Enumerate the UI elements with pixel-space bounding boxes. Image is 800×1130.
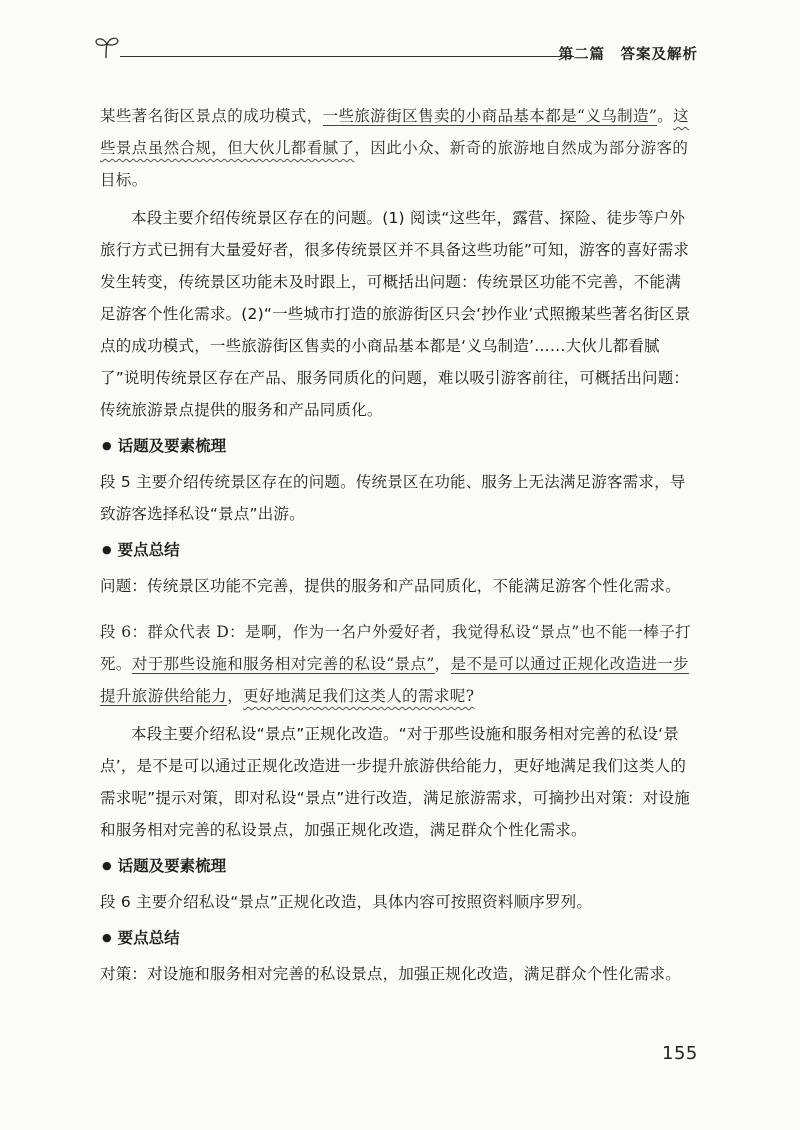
bullet-heading (102, 850, 696, 882)
topic-summary: 段 5 主要介绍传统景区存在的问题。传统景区在功能、服务上无法满足游客需求，导致游客选择私设“景点”出游。 (100, 473, 686, 523)
page-number: 155 (662, 1043, 698, 1064)
bullet-heading (102, 534, 696, 566)
source-text: ，因此小众、新奇的旅游地自然成为部分游客的目标。 (100, 139, 689, 189)
bullet-heading-text: 要点总结 (117, 541, 180, 559)
bullet-icon: ● (102, 859, 112, 872)
highlight-straight: 是不是可以通过正规化改造进一步提升旅游供给能力 (100, 655, 690, 705)
bullet-icon: ● (102, 439, 112, 452)
bullet-heading (102, 922, 696, 954)
key-point-summary: 问题：传统景区功能不完善，提供的服务和产品同质化，不能满足游客个性化需求。 (100, 577, 681, 595)
sprout-icon (92, 32, 122, 62)
analysis-paragraph: 本段主要介绍私设“景点”正规化改造。“对于那些设施和服务相对完善的私设‘景点’，是不是可以通过正规化改造进一步提升旅游供给能力，更好地满足我们这类人的需求呢”提示对策，即对私设“景点”进行改造，满足旅游需求，可摘抄出对策：对设施和服务相对完善的私设景点，加强正规化改造，满足群众个性化需求。 (100, 725, 690, 839)
highlight-straight: 对于那些设施和服务相对完善的私设“景点” (131, 655, 435, 673)
source-text: ， (434, 655, 451, 673)
source-text: ， (227, 687, 244, 705)
source-text: 。 (657, 107, 674, 125)
header-rule (120, 56, 562, 57)
highlight-straight: 一些旅游街区售卖的小商品基本都是“义乌制造” (322, 107, 658, 125)
bullet-heading (102, 430, 696, 462)
bullet-icon: ● (102, 543, 112, 556)
bullet-heading-text: 话题及要素梳理 (117, 857, 227, 875)
highlight-wavy: 这些景点虽然合规，但大伙儿都看腻了 (100, 107, 690, 157)
bullet-icon: ● (102, 931, 112, 944)
highlight-wavy: 更好地满足我们这类人的需求呢? (243, 687, 475, 705)
bullet-heading-text: 话题及要素梳理 (117, 437, 227, 455)
key-point-summary: 对策：对设施和服务相对完善的私设景点，加强正规化改造，满足群众个性化需求。 (100, 965, 681, 983)
analysis-paragraph: 本段主要介绍传统景区存在的问题。(1) 阅读“这些年，露营、探险、徒步等户外旅行方式已拥有大量爱好者，很多传统景区并不具备这些功能”可知，游客的喜好需求发生转变，传统景区功能未及时跟上，可概括出问题：传统景区功能不完善，不能满足游客个性化需求。(2)“一些城市打造的旅游街区只会‘抄作业’式照搬某些著名街区景点的成功模式，一些旅游街区售卖的小商品基本都是‘义乌制造’……大伙儿都看腻了”说明传统景区存在产品、服务同质化的问题，难以吸引游客前往，可概括出问题：传统旅游景点提供的服务和产品同质化。 (100, 209, 691, 419)
source-text: 某些著名街区景点的成功模式， (100, 107, 323, 125)
page-body (100, 100, 696, 990)
topic-summary: 段 6 主要介绍私设“景点”正规化改造，具体内容可按照资料顺序罗列。 (100, 893, 593, 911)
bullet-heading-text: 要点总结 (117, 929, 180, 947)
source-text: 段 6：群众代表 D：是啊，作为一名户外爱好者，我觉得私设“景点”也不能一棒子打死。 (100, 623, 691, 673)
source-paragraph-5-tail (100, 100, 696, 196)
running-header (92, 32, 712, 66)
source-paragraph-6 (100, 616, 696, 712)
section-title: 第二篇 答案及解析 (558, 47, 698, 63)
